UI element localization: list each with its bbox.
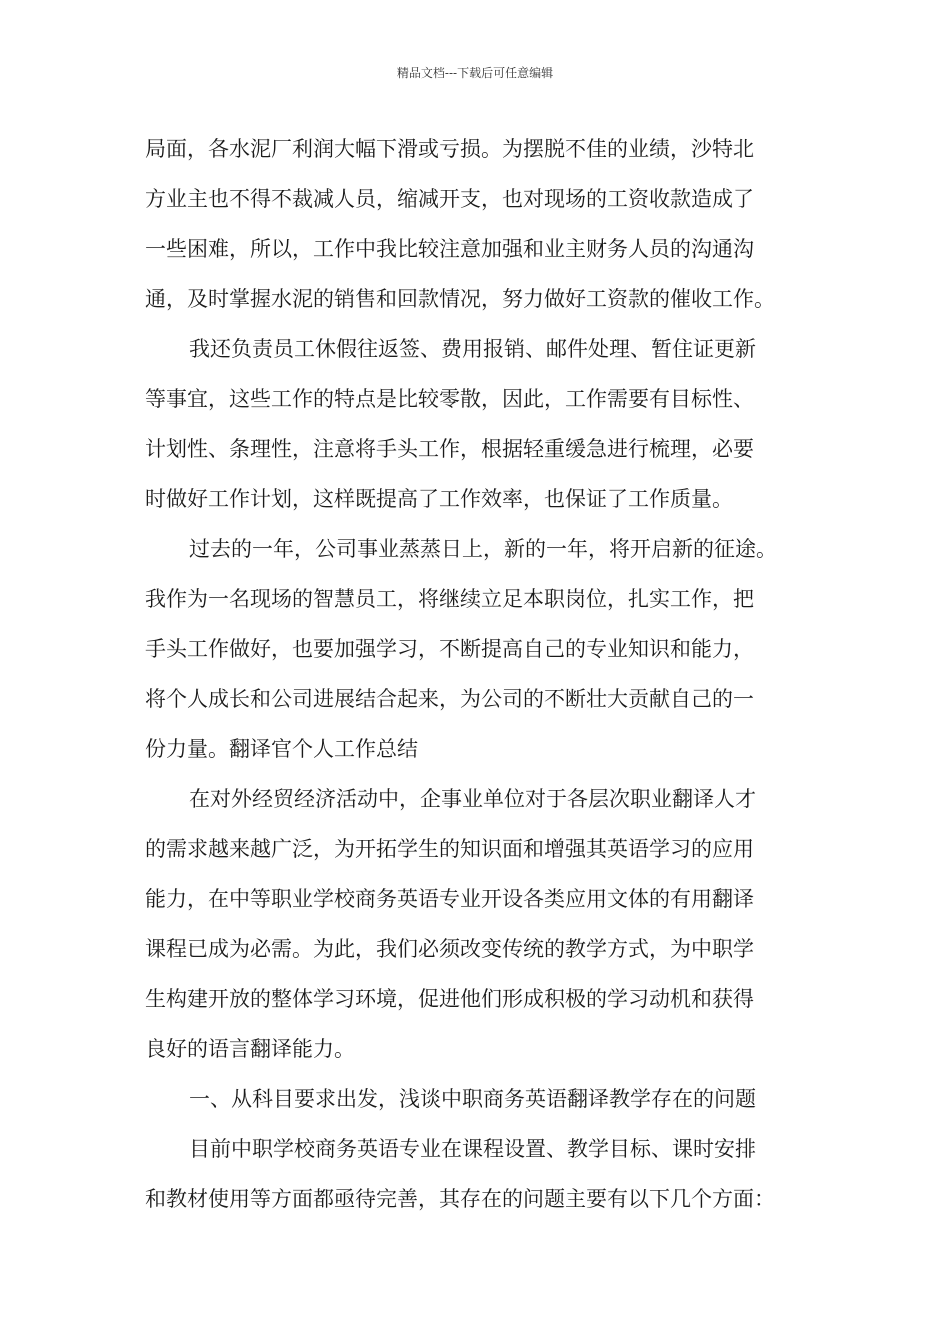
page-header: 精品文档---下载后可任意编辑 bbox=[396, 66, 554, 80]
text-line: 方业主也不得不裁减人员，缩减开支，也对现场的工资收款造成了 bbox=[145, 187, 754, 211]
text-line: 通，及时掌握水泥的销售和回款情况，努力做好工资款的催收工作。 bbox=[145, 287, 775, 311]
text-line: 将个人成长和公司进展结合起来，为公司的不断壮大贡献自己的一 bbox=[145, 687, 754, 711]
section-heading: 一、从科目要求出发，浅谈中职商务英语翻译教学存在的问题 bbox=[189, 1087, 756, 1111]
text-line: 一些困难，所以，工作中我比较注意加强和业主财务人员的沟通沟 bbox=[145, 237, 754, 261]
text-line: 份力量。翻译官个人工作总结 bbox=[145, 737, 418, 761]
text-line: 等事宜，这些工作的特点是比较零散，因此，工作需要有目标性、 bbox=[145, 387, 754, 411]
text-line: 我作为一名现场的智慧员工，将继续立足本职岗位，扎实工作，把 bbox=[145, 587, 754, 611]
text-line: 课程已成为必需。为此，我们必须改变传统的教学方式，为中职学 bbox=[145, 937, 754, 961]
text-line: 良好的语言翻译能力。 bbox=[145, 1037, 355, 1061]
paragraph-start-line: 过去的一年，公司事业蒸蒸日上，新的一年，将开启新的征途。 bbox=[189, 537, 777, 561]
document-body bbox=[145, 124, 825, 1224]
paragraph-start-line: 在对外经贸经济活动中，企事业单位对于各层次职业翻译人才 bbox=[189, 787, 756, 811]
text-line: 手头工作做好，也要加强学习，不断提高自己的专业知识和能力， bbox=[145, 637, 754, 661]
paragraph-start-line: 我还负责员工休假往返签、费用报销、邮件处理、暂住证更新 bbox=[189, 337, 756, 361]
text-line: 能力，在中等职业学校商务英语专业开设各类应用文体的有用翻译 bbox=[145, 887, 754, 911]
text-line: 时做好工作计划，这样既提高了工作效率，也保证了工作质量。 bbox=[145, 487, 733, 511]
paragraph-start-line: 目前中职学校商务英语专业在课程设置、教学目标、课时安排 bbox=[189, 1137, 756, 1161]
text-line: 和教材使用等方面都亟待完善，其存在的问题主要有以下几个方面： bbox=[145, 1187, 775, 1211]
text-line: 计划性、条理性，注意将手头工作，根据轻重缓急进行梳理，必要 bbox=[145, 437, 754, 461]
text-line: 生构建开放的整体学习环境，促进他们形成积极的学习动机和获得 bbox=[145, 987, 754, 1011]
text-line: 局面，各水泥厂利润大幅下滑或亏损。为摆脱不佳的业绩，沙特北 bbox=[145, 137, 754, 161]
text-line: 的需求越来越广泛，为开拓学生的知识面和增强其英语学习的应用 bbox=[145, 837, 754, 861]
